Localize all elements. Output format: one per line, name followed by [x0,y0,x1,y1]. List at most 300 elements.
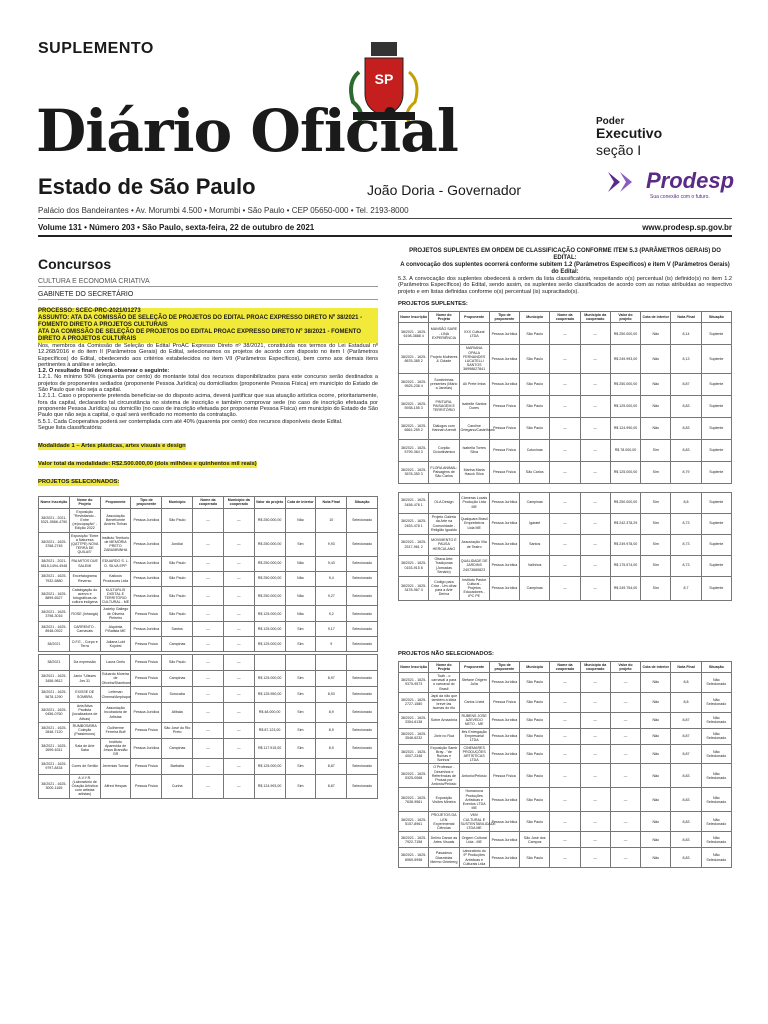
table-cell: Pessoa Jurídica [489,323,519,345]
table-cell: OLA Design [429,492,459,513]
table-cell: Oitava Arte: Tradiçonas (Jornadas Senário) [429,555,459,576]
table-cell: Suplente [701,439,731,461]
table-cell: Suplente [701,555,731,576]
table-cell: 38/2021 - 1625-3458-478 1 [399,492,429,513]
table-cell: Pessoa Física [489,461,519,483]
table-cell: Não [641,832,671,848]
table-cell: FLORA ANIMAL: Paisagens de São Carlos [429,461,459,483]
table-cell: Pessoa Jurídica [489,712,519,728]
table-row [399,373,732,395]
table-cell: Arte/Ativa Paulista (localizadora de Ativas) [69,703,100,723]
table-cell: Selecionado [347,758,378,774]
table-cell: — [550,345,580,373]
table-cell: — [193,622,224,637]
table-cell: São Carlos [520,461,550,483]
column-header: Valor do projeto [610,661,640,672]
table-cell: 38/2021 - 1625-3678-350 3 [399,461,429,483]
table-cell: R$ 124.993,00 [254,774,285,798]
ata-line: ATA DA COMISSÃO DE SELEÇÃO DE PROJETOS DO EDITAL PROAC EXPRESSO DIRETO Nº 38/2021 - FOMENTO DIRETO A PROJETOS CULTURAIS [38,329,378,343]
table-cell: Sala de Arte Saka [69,738,100,758]
table-cell: Sim [285,774,316,798]
table-cell: — [223,774,254,798]
prodesp-tagline: Sua conexão com o futuro. [650,194,710,200]
table-cell: Câmeras Locais Produção Ltda ME [459,492,489,513]
table-cell: R$ 250.000,00 [254,556,285,571]
table-cell: 38/2021 - 2021-5321-5566-4790 [39,508,70,532]
table-cell: Sim [641,439,671,461]
executivo-label: Executivo [596,125,663,141]
divider [38,235,732,237]
column-header: Proponente [459,661,489,672]
table-cell: São Paulo [162,571,193,586]
table-cell: PROJETOS DA LEN Experimental Ciências [429,812,459,832]
table-row [39,758,378,774]
table-cell: — [580,345,610,373]
table-cell: Caroline Ortegano/Castelhano [459,417,489,439]
table-cell: Antonio/Pelósio [459,764,489,788]
table-cell: — [580,492,610,513]
table-cell: Da expressão [69,655,100,671]
table-cell: XXX Cultural LTDA [459,323,489,345]
table-cell: — [193,508,224,532]
nao-selecionados-table [398,661,732,869]
table-cell: Suplente [701,345,731,373]
column-header: Cota de interior [641,311,671,322]
table-cell: Suplente [701,395,731,417]
table-row [39,655,378,671]
table-cell: Sim [641,555,671,576]
newspaper-title: Diário Oficial [36,97,458,165]
table-cell: Selecionado [347,703,378,723]
table-cell: — [223,703,254,723]
table-cell: R$ 250.000,00 [610,323,640,345]
valor-line: Valor total da modalidade: R$2.500.000,00 (dois milhões e quinhentos mil reais) [38,461,257,468]
table-cell: A.V.Y.R. (Laboratório de Criação Artística com artistas artistas) [69,774,100,798]
table-cell: Campinas [162,671,193,687]
table-cell: R$ 249.993,00 [610,345,640,373]
column-header: Valor do projeto [610,311,640,322]
table-cell: 38/2021 - 1625-9797-8434 [39,758,70,774]
table-cell: — [550,848,580,868]
table-cell: Pessoa Jurídica [489,373,519,395]
table-cell: Pessoa Jurídica [489,576,519,600]
table-cell: 38/2021 - 1625-5157-8961 [399,812,429,832]
table-cell: 38/2021 - 1625-8948-0922 [39,622,70,637]
table-cell: — [550,323,580,345]
table-cell: Suplente [701,417,731,439]
table-cell: Barbatia [162,758,193,774]
table-cell: São Paulo [520,692,550,712]
selected-projects-table-continued [38,654,378,799]
table-cell: Não [641,395,671,417]
table-cell: 38/2021 - 1625-2517-961 2 [399,534,429,555]
body-paragraph: 5.5.1. Cada Cooperativa poderá ser contemplada com até 40% (quarenta por cento) dos recursos disponíveis deste Edital. [38,418,343,425]
table-cell: São José dos Campos [520,832,550,848]
table-row [399,576,732,600]
table-cell: — [223,532,254,556]
table-cell: Selecionado [347,606,378,622]
table-cell: 8,14 [671,323,701,345]
table-cell: Não Selecionado [701,672,731,692]
table-cell: — [580,692,610,712]
table-cell: Associação Incubadora de Artistas [100,703,131,723]
table-row [399,439,732,461]
table-cell: 8,83 [671,788,701,812]
table-cell: Selecionado [347,774,378,798]
table-cell: — [193,556,224,571]
table-cell: São Paulo [520,812,550,832]
table-cell: — [193,738,224,758]
table-cell: — [223,508,254,532]
table-cell: Japii da não que também a ideia breve Ias Isomas do rito [430,693,458,711]
table-cell: Pessoa Jurídica [489,555,519,576]
svg-text:SP: SP [374,71,394,87]
table-cell: 8,87 [671,373,701,395]
table-cell: — [610,788,640,812]
table-cell: Ifes Entregação Empresarial LTDA [459,728,489,744]
body-paragraph: Nos, membros da Comissão de Seleção do Edital ProAC Expresso Direto nº 38/2021, constituída nos termos do Lei Estadual nº 12.268/2016 e do item II (Parâmetros Gerais) do Edital, selecionamos os projetos de acordo com disposto no item I (Parâmetros Específicos) do Edital, obedecendo aos critérios estabelecidos no item VII (Parâmetros Específicos), bem como aos demais itens pertinentes à análise e seleção. [38,343,378,368]
table-cell: O.F.E. - Corpo e Terra [69,637,100,652]
table-cell: CARRENTO - Carnavais [69,622,100,637]
table-cell: — [193,571,224,586]
table-cell: Selecionado [347,687,378,703]
suplentes-heading: PROJETOS SUPLENTES EM ORDEM DE CLASSIFICAÇÃO CONFORME ITEM 5.3 (PARÂMETROS GERAIS) DO EDITAL: [409,248,721,261]
table-cell: — [223,722,254,738]
table-cell: 38/2021 - 1625-6661-259 2 [399,417,429,439]
table-cell: Sombrinhas presentes (Mário a Janelas) [429,373,459,395]
table-cell [347,655,378,671]
table-row [399,534,732,555]
table-cell: — [550,534,580,555]
table-cell: Sim [285,722,316,738]
table-cell: Qualquara Brasil Empreiteiros Ltda ME [459,513,489,534]
column-header: Proponente [459,311,489,322]
table-cell: Sorocaba [162,687,193,703]
table-cell: São Paulo [520,764,550,788]
table-cell: 38/2021 - 1625-8876-385 2 [399,345,429,373]
table-cell: Pessoa Jurídica [131,508,162,532]
table-cell: Pessoa Jurídica [489,728,519,744]
table-cell: RUMBOS/BRA Coleção (Passimuros) [69,722,100,738]
table-cell: — [580,373,610,395]
table-cell: — [610,692,640,712]
table-cell: Valinhos [520,555,550,576]
table-cell: Não Selecionado [701,812,731,832]
table-cell: Instituto Pastor Cultural - Projetos Educadores - IPC PE [459,576,489,600]
table-cell: — [610,848,640,868]
table-cell: Alfred Hesyas [100,774,131,798]
table-cell: — [580,764,610,788]
table-cell: Instituto Aparecida de Jesus Brandão GR [100,738,131,758]
modalidade-line: Modalidade 1 – Artes plásticas, artes visuais e design [38,443,186,450]
selecionados-label: PROJETOS SELECIONADOS: [38,479,120,486]
table-cell: — [223,606,254,622]
table-cell: Catalogação do acervo e fotográficas da cultura indígena [69,586,100,606]
right-column [398,248,732,868]
table-cell: Não [641,812,671,832]
table-row [39,738,378,758]
subsection-title: CULTURA E ECONOMIA CRIATIVA [38,278,378,287]
suplentes-subheading: A convocação dos suplentes ocorrerá conforme subitem 1.2 (Parâmetros Específicos) e item V (Parâmetros Gerais) do Edital: [400,262,730,275]
table-cell: Pessoa Física [489,439,519,461]
secao-label: seção I [596,142,642,158]
table-cell: Diálogos com Hannah Arendt [429,417,459,439]
table-cell: R$ 78.000,00 [610,439,640,461]
table-cell: Lefeman Cinema/Amplsque [100,687,131,703]
table-cell: Alquimia P.Batista ME [100,622,131,637]
selected-projects-table [38,496,378,652]
table-cell: Encefalograma Reverso [69,571,100,586]
table-cell: — [193,586,224,606]
table-cell: — [550,373,580,395]
table-cell: Não Selecionado [701,728,731,744]
table-cell: Não [641,728,671,744]
table-cell: Selecionado [347,671,378,687]
table-row [399,744,732,764]
table-cell: Marina Maria Hauck Silva [459,461,489,483]
table-cell: 38/2021 - 1625-3456-9812 [39,671,70,687]
table-cell: R$ 87.123,00 [254,722,285,738]
table-cell: São Paulo [520,417,550,439]
table-cell: — [580,323,610,345]
table-cell: Suplente [701,323,731,345]
poder-label: Poder [596,116,625,127]
table-cell: Não [285,606,316,622]
table-cell: São Paulo [162,606,193,622]
table-row [39,508,378,532]
table-cell: 8,97 [316,671,347,687]
column-header: Nome da cooperado [550,661,580,672]
table-row [399,848,732,868]
table-cell: — [550,744,580,764]
highlight-block [38,308,378,343]
table-cell: Sim [641,461,671,483]
table-row [39,532,378,556]
table-cell: 38/2021 - 1625-3478-967 4 [399,576,429,600]
table-cell: R$ 250.000,00 [254,508,285,532]
table-cell: São Paulo [520,788,550,812]
state-name: Estado de São Paulo [38,174,256,199]
table-cell: Não Selecionado [701,712,731,728]
table-cell: R$ 125.000,00 [254,758,285,774]
table-cell: Pessoa Física [489,692,519,712]
table-row [399,395,732,417]
column-header: Cota de interior [285,497,316,508]
table-cell: Jundiaí [162,532,193,556]
column-header: Município da cooperado [223,497,254,508]
table-cell: Sim [285,687,316,703]
column-header: Nome Inscrição [39,497,70,508]
table-cell: Suplente [701,373,731,395]
table-cell: — [193,532,224,556]
table-cell: R$ 175.574,00 [610,555,640,576]
table-cell: São Paulo [520,395,550,417]
nao-selecionados-label: PROJETOS NÃO SELECIONADOS: [398,650,494,657]
table-cell: EXISSE DE SOMBRA [69,687,100,703]
table-cell: KULTURLIS DIGITAL E TERRITÓRIO CULTURAL - ME [101,587,130,605]
table-cell: 38/2021 - 1625-0153-915 8 [399,555,429,576]
table-cell: QUALIDADE DE JARDINS 24073689823 [459,555,489,576]
column-header: Município [520,661,550,672]
table-cell: 8,79 [671,461,701,483]
table-cell: 38/2021 - 1625-9525-238 4 [399,373,429,395]
table-row [39,774,378,798]
table-cell: 9,17 [316,622,347,637]
table-cell: Selecionado [347,722,378,738]
table-cell: — [610,832,640,848]
table-cell: São Paulo [520,728,550,744]
table-cell: 9,43 [316,556,347,571]
table-cell: — [193,774,224,798]
table-cell: 9,4 [316,571,347,586]
table-cell: Pessoa Jurídica [489,534,519,555]
table-cell: Sim [285,637,316,652]
table-cell: R$ 250.000,00 [254,571,285,586]
table-cell: Guilherme Ferreira Buff [100,722,131,738]
table-cell: Pessoa Física [131,758,162,774]
section-title: Concursos [38,256,112,272]
suplentes-table [398,311,732,484]
table-cell: São Paulo [520,373,550,395]
prodesp-logo [606,168,746,208]
table-row [39,556,378,571]
table-cell: VMV CULTURAL E SUSTENTABILIDADE LTDA ME [460,813,496,831]
suplentes-table-continued [398,492,732,601]
table-cell: Carlos Lheid [459,692,489,712]
modalidade-block [38,434,378,488]
table-cell: — [580,555,610,576]
suplentes-paragraph: 5.3. A convocação dos suplentes obedecerá à ordem da lista classificatória, respeitando o(s) percentual (is) definido(s) no item 1.2 (Parâmetros Específicos) do Edital, sendo assim, os suplentes serão classificados de acordo com as notas atribuídas ao respectivo projeto e em listas definidas conforme o(s) percentual (is) supracitado(s). [398,276,732,295]
table-cell: 8,87 [316,758,347,774]
volume-line: Volume 131 • Número 203 • São Paulo, sexta-feira, 22 de outubro de 2021 [38,223,315,232]
table-row [39,722,378,738]
table-cell: — [550,439,580,461]
table-cell: Não [641,417,671,439]
column-header: Situação [701,661,731,672]
table-cell: Exposição Samir Bray - "de Ruínas e Sonhos" [430,745,458,763]
table-cell: 8,83 [671,764,701,788]
table-cell: — [193,687,224,703]
table-cell: — [223,687,254,703]
table-row [399,728,732,744]
table-cell: Não [641,373,671,395]
table-cell: — [580,728,610,744]
column-header: Tipo de proponente [489,661,519,672]
website-link[interactable]: www.prodesp.sp.gov.br [642,223,732,232]
table-cell: — [580,788,610,812]
table-cell: Pessoa Física [131,774,162,798]
table-cell: 8,7 [671,576,701,600]
table-cell: — [193,758,224,774]
table-cell: 38/2021 - 1625-2727-1580 [399,692,429,712]
table-cell: Não [285,508,316,532]
table-cell: Selecionado [347,622,378,637]
table-row [399,461,732,483]
table-cell: R$ 125.000,00 [254,606,285,622]
body-paragraph: 1.2.1.1. Caso o proponente pretenda beneficiar-se do disposto acima, deverá justificar que sua atuação artística ocorre, prioritariamente, fora da capital, declarando tal circunstância no sistema de inscrição e também comprovar sede (no caso de inscrição efetuada por proponente Pessoa Jurídica) ou domicílio (no caso de inscrição efetuada por proponente Pessoa Física) em município do Estado de São Paulo que não seja a capital, o qual será verificado no momento da contratação. [38,393,378,419]
table-cell: São Paulo [162,586,193,606]
table-cell: Não [641,744,671,764]
table-cell: Stefane Origem Julia [459,672,489,692]
table-cell: 8,87 [671,712,701,728]
table-cell: Juliana Lubi Kojubsi [100,637,131,652]
table-cell: Laboratório do 9º Produções Artísticas e Culturais Ltda [459,848,489,868]
table-cell: — [580,461,610,483]
table-cell: Jórix no Rua [429,728,459,744]
table-cell: — [580,439,610,461]
table-cell: Pessoa Jurídica [489,848,519,868]
table-cell: ROSE (Inhangá) [69,606,100,622]
table-cell: Não Selecionado [701,832,731,848]
table-row [399,492,732,513]
table-cell: Sobre Amazônia [429,712,459,728]
table-cell: Não [641,323,671,345]
table-cell: Não Selecionado [701,848,731,868]
table-cell: — [610,712,640,728]
table-cell: — [223,622,254,637]
table-cell: Pessoa Jurídica [489,744,519,764]
column-header: Nome do Projeto [429,661,459,672]
table-cell: Pessoa Física [131,606,162,622]
table-cell: São Paulo [162,556,193,571]
table-cell: Sim [285,622,316,637]
table-cell: Corpão Ciclodinámico [429,439,459,461]
table-cell: 38/2021 - 1625-7638-9561 [399,788,429,812]
column-header: Nome do Projeto [429,311,459,322]
table-cell: 38/2021 - 1625-5325-0068 [399,764,429,788]
table-cell: O Professor - Desenhos e Referências de Prosas por Antonio/Pelósio [429,764,459,788]
left-column [38,256,378,799]
column-header: Proponente [100,497,131,508]
table-cell: São Paulo [162,508,193,532]
table-cell: Pessoa Jurídica [131,586,162,606]
table-cell: — [610,744,640,764]
table-cell: — [580,534,610,555]
table-cell: Não [641,788,671,812]
table-cell: São Paulo [520,345,550,373]
table-cell: — [550,764,580,788]
table-cell: — [580,848,610,868]
table-cell: Pessoa Física [131,687,162,703]
table-cell: 38/2021 - 2021-5615-1494-4948 [39,556,70,571]
table-cell: — [610,764,640,788]
table-cell: Cunha [162,774,193,798]
table-cell: R$ 125.000,00 [254,622,285,637]
table-cell: Isabelle Santos Dores [459,395,489,417]
table-cell: R$ 249.978,00 [610,534,640,555]
column-header: Nota Final [316,497,347,508]
table-cell: 38/2021 - 1625-4007-2348 [399,744,429,764]
table-cell: — [550,576,580,600]
table-row [39,586,378,606]
table-cell: — [550,461,580,483]
table-cell: Não [641,712,671,728]
table-cell: 8,13 [671,345,701,373]
table-cell: Não Selecionado [701,788,731,812]
table-cell: R$ 125.950,00 [254,687,285,703]
table-row [39,637,378,652]
table-cell: São José do Rio Preto [162,722,193,738]
column-header: Tipo de proponente [131,497,162,508]
table-cell: Selecionado [347,738,378,758]
table-row [399,712,732,728]
table-cell: Código para Criar - Um olhar para a Arte Deriva [429,576,459,600]
table-cell [285,655,316,671]
table-cell: 38/2021 [39,637,70,652]
table-cell: 38/2021 - 1625-3548-6232 [399,728,429,744]
table-cell: — [223,571,254,586]
table-cell: R$ 250.000,00 [254,586,285,606]
